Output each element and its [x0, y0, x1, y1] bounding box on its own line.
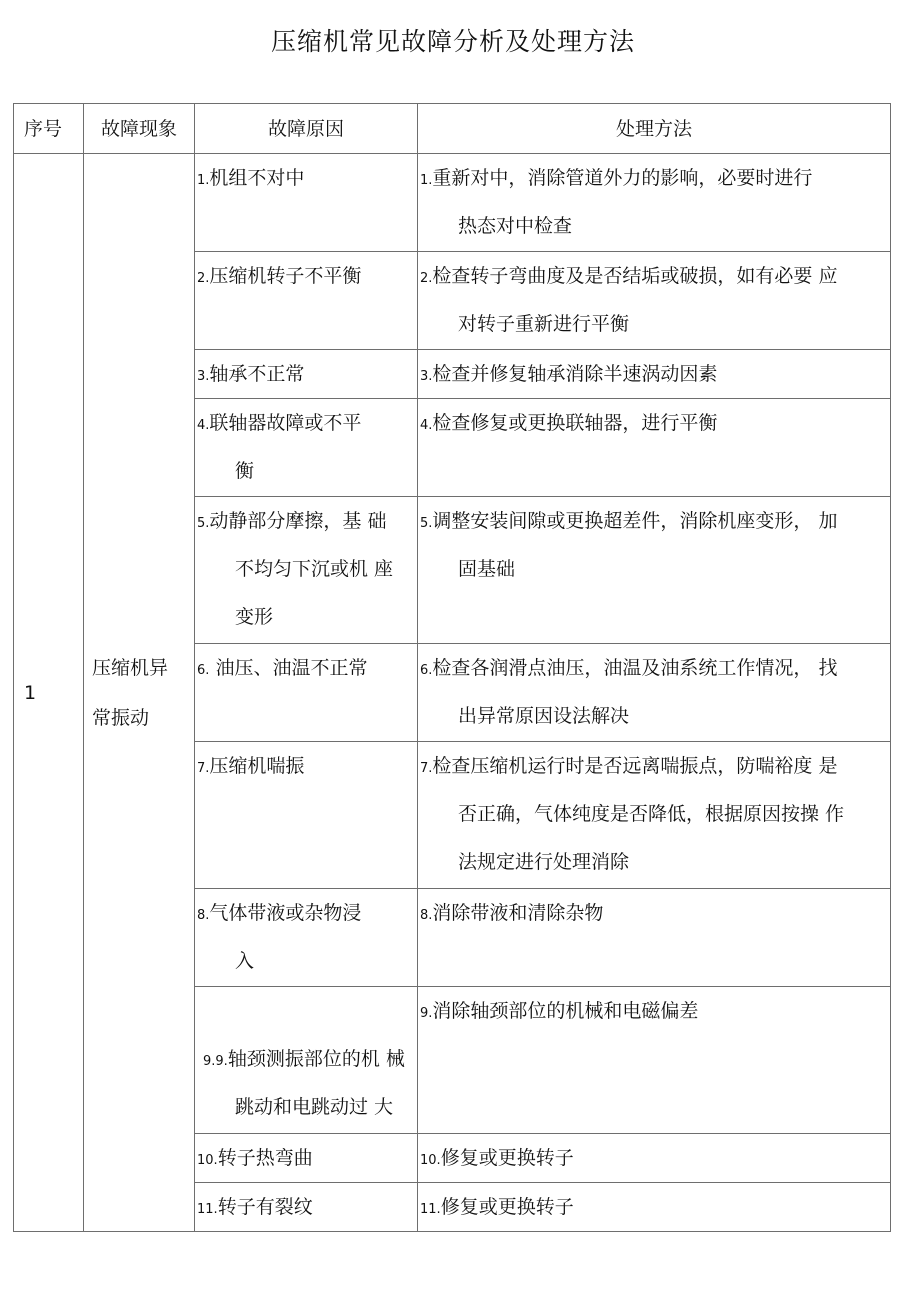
cause-cell	[195, 1134, 418, 1183]
method-line: 8.消除带液和清除杂物	[420, 902, 604, 924]
method-cell	[418, 154, 891, 252]
method-cell	[418, 497, 891, 644]
cause-line: 9.9.轴颈测振部位的机 械	[203, 1048, 405, 1070]
cause-line: 3.轴承不正常	[197, 363, 305, 385]
cause-cell	[195, 644, 418, 742]
header-row	[14, 104, 891, 154]
cause-line: 1.机组不对中	[197, 167, 305, 189]
table-row	[14, 154, 891, 252]
method-line: 10.修复或更换转子	[420, 1147, 574, 1169]
method-cell	[418, 1134, 891, 1183]
method-line: 9.消除轴颈部位的机械和电磁偏差	[420, 1000, 699, 1022]
method-number: 2.	[420, 271, 433, 286]
cause-cell	[195, 154, 418, 252]
cause-line: 入	[235, 950, 255, 972]
method-cell	[418, 889, 891, 987]
cause-number: 9.	[215, 1054, 228, 1069]
cause-number: 11.	[197, 1202, 218, 1217]
method-line: 固基础	[458, 558, 516, 580]
cause-line: 5.动静部分摩擦，基 础	[197, 510, 387, 532]
method-cell	[418, 252, 891, 350]
page-title: 压缩机常见故障分析及处理方法	[270, 27, 635, 56]
method-number: 8.	[420, 908, 433, 923]
method-number: 7.	[420, 761, 433, 776]
method-number: 1.	[420, 173, 433, 188]
method-line: 法规定进行处理消除	[458, 851, 630, 873]
cause-number: 5.	[197, 516, 210, 531]
cause-number: 2.	[197, 271, 210, 286]
cause-line: 8.气体带液或杂物浸	[197, 902, 362, 924]
method-cell	[418, 350, 891, 399]
cause-cell	[195, 1183, 418, 1232]
cause-line	[195, 999, 417, 1023]
header-cause: 故障原因	[195, 104, 418, 154]
method-number: 9.	[420, 1006, 433, 1021]
cause-cell	[195, 350, 418, 399]
method-line: 6.检查各润滑点油压，油温及油系统工作情况， 找	[420, 657, 838, 679]
cause-cell	[195, 252, 418, 350]
header-seq: 序号	[14, 104, 84, 154]
method-line: 出异常原因设法解决	[458, 705, 630, 727]
method-number: 6.	[420, 663, 433, 678]
method-line: 2.检查转子弯曲度及是否结垢或破损，如有必要 应	[420, 265, 838, 287]
method-line: 1.重新对中，消除管道外力的影响，必要时进行	[420, 167, 813, 189]
method-line: 11.修复或更换转子	[420, 1196, 574, 1218]
cause-number: 1.	[197, 173, 210, 188]
method-cell	[418, 644, 891, 742]
cause-line: 10.转子热弯曲	[197, 1147, 313, 1169]
method-line: 5.调整安装间隙或更换超差件，消除机座变形， 加	[420, 510, 838, 532]
cause-line: 6. 油压、油温不正常	[197, 657, 368, 679]
cause-line: 7.压缩机喘振	[197, 755, 305, 777]
cause-number: 8.	[197, 908, 210, 923]
cause-line: 不均匀下沉或机 座	[235, 558, 394, 580]
cause-number: 9.	[203, 1054, 216, 1069]
cause-line: 11.转子有裂纹	[197, 1196, 313, 1218]
method-number: 5.	[420, 516, 433, 531]
cause-cell	[195, 987, 418, 1134]
row-symptom: 压缩机异 常振动	[84, 154, 195, 1232]
cause-line: 变形	[235, 606, 274, 628]
cause-number: 10.	[197, 1153, 218, 1168]
method-line: 否正确，气体纯度是否降低，根据原因按操 作	[458, 803, 845, 825]
method-line: 4.检查修复或更换联轴器，进行平衡	[420, 412, 718, 434]
cause-cell	[195, 889, 418, 987]
cause-number: 7.	[197, 761, 210, 776]
method-number: 10.	[420, 1153, 441, 1168]
header-symptom: 故障现象	[84, 104, 195, 154]
method-line: 7.检查压缩机运行时是否远离喘振点，防喘裕度 是	[420, 755, 838, 777]
method-number: 11.	[420, 1202, 441, 1217]
cause-cell	[195, 742, 418, 889]
method-line: 3.检查并修复轴承消除半速涡动因素	[420, 363, 718, 385]
cause-line: 衡	[235, 460, 255, 482]
cause-number: 3.	[197, 369, 210, 384]
method-line: 热态对中检查	[458, 215, 573, 237]
cause-cell	[195, 399, 418, 497]
method-cell	[418, 987, 891, 1134]
method-cell	[418, 742, 891, 889]
fault-table	[13, 103, 891, 1232]
method-number: 3.	[420, 369, 433, 384]
method-cell	[418, 1183, 891, 1232]
method-number: 4.	[420, 418, 433, 433]
cause-number: 6.	[197, 663, 210, 678]
method-cell	[418, 399, 891, 497]
cause-cell	[195, 497, 418, 644]
row-seq: 1	[14, 154, 84, 1232]
cause-line: 4.联轴器故障或不平	[197, 412, 362, 434]
header-method: 处理方法	[418, 104, 891, 154]
cause-line: 2.压缩机转子不平衡	[197, 265, 362, 287]
cause-number: 4.	[197, 418, 210, 433]
method-line: 对转子重新进行平衡	[458, 313, 630, 335]
cause-line: 跳动和电跳动过 大	[235, 1096, 394, 1118]
